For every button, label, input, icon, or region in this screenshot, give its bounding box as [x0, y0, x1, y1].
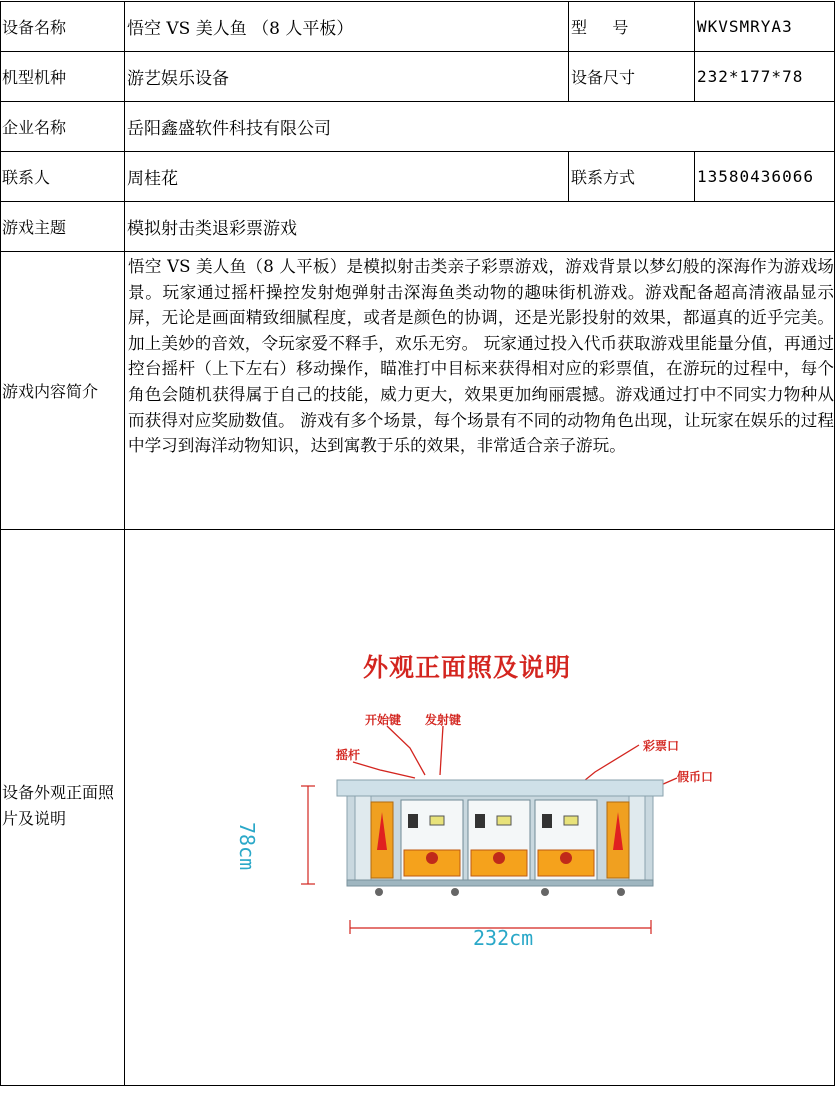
leader-start — [387, 726, 425, 775]
callout-joystick: 摇杆 — [336, 748, 361, 762]
callout-coin: 假币口 — [677, 770, 714, 784]
height-dimension: 78cm — [235, 822, 259, 871]
value-theme: 模拟射击类退彩票游戏 — [127, 218, 297, 239]
label-theme: 游戏主题 — [2, 217, 67, 237]
figure-title: 外观正面照及说明 — [363, 653, 572, 682]
callout-start: 开始键 — [365, 713, 402, 727]
label-company: 企业名称 — [2, 117, 67, 137]
leader-joystick — [353, 762, 415, 778]
label-model-type: 机型机种 — [2, 67, 67, 87]
label-model-number: 型 号 — [571, 17, 629, 37]
callout-fire: 发射键 — [425, 713, 462, 727]
label-contact: 联系人 — [2, 167, 51, 187]
value-device-size: 232*177*78 — [697, 66, 804, 86]
table-border — [0, 251, 835, 252]
width-dimension: 232cm — [473, 926, 534, 950]
leader-fire — [440, 726, 443, 775]
cabinet-base — [347, 880, 653, 886]
value-contact-method: 13580436066 — [697, 166, 814, 186]
label-device-size: 设备尺寸 — [571, 67, 636, 87]
label-appearance: 设备外观正面照片及说明 — [2, 783, 115, 828]
value-device-name: 悟空 VS 美人鱼 （8 人平板） — [127, 18, 354, 39]
value-model-type: 游艺娱乐设备 — [127, 68, 229, 89]
intro-text: 悟空 VS 美人鱼（8 人平板）是模拟射击类亲子彩票游戏，游戏背景以梦幻般的深海作为游戏场景。玩家通过摇杆操控发射炮弹射击深海鱼类动物的趣味街机游戏。游戏配备超高清液晶显示屏，无论是画面精致细腻程度，或者是颜色的协调，还是光影投射的效果，都逼真的近乎完美。加上美妙的音效，令玩家爱不释手，欢乐无穷。 玩家通过投入代币获取游戏里能量分值，再通过控台摇杆（上下左右）移动操作，瞄准打中目标来获得相对应的彩票值，在游玩的过程中，每个角色会随机获得属于自己的技能，威力更大，效果更加绚丽震撼。游戏通过打中不同实力物种从而获得对应奖励数值。 游戏有多个场景，每个场景有不同的动物角色出现，让玩家在娱乐的过程中学习到海洋动物知识，达到寓教于乐的效果，非常适合亲子游玩。 — [128, 257, 834, 456]
table-border — [0, 1085, 835, 1086]
label-device-name: 设备名称 — [2, 17, 67, 37]
callout-ticket: 彩票口 — [643, 739, 680, 753]
cabinet-drawing — [125, 530, 834, 1085]
value-model-number: WKVSMRYA3 — [697, 16, 793, 36]
label-contact-method: 联系方式 — [571, 167, 636, 187]
label-intro: 游戏内容简介 — [2, 382, 99, 401]
value-company: 岳阳鑫盛软件科技有限公司 — [127, 118, 331, 139]
appearance-figure — [125, 530, 834, 1085]
cabinet-top — [337, 780, 663, 796]
value-contact: 周桂花 — [127, 168, 178, 189]
